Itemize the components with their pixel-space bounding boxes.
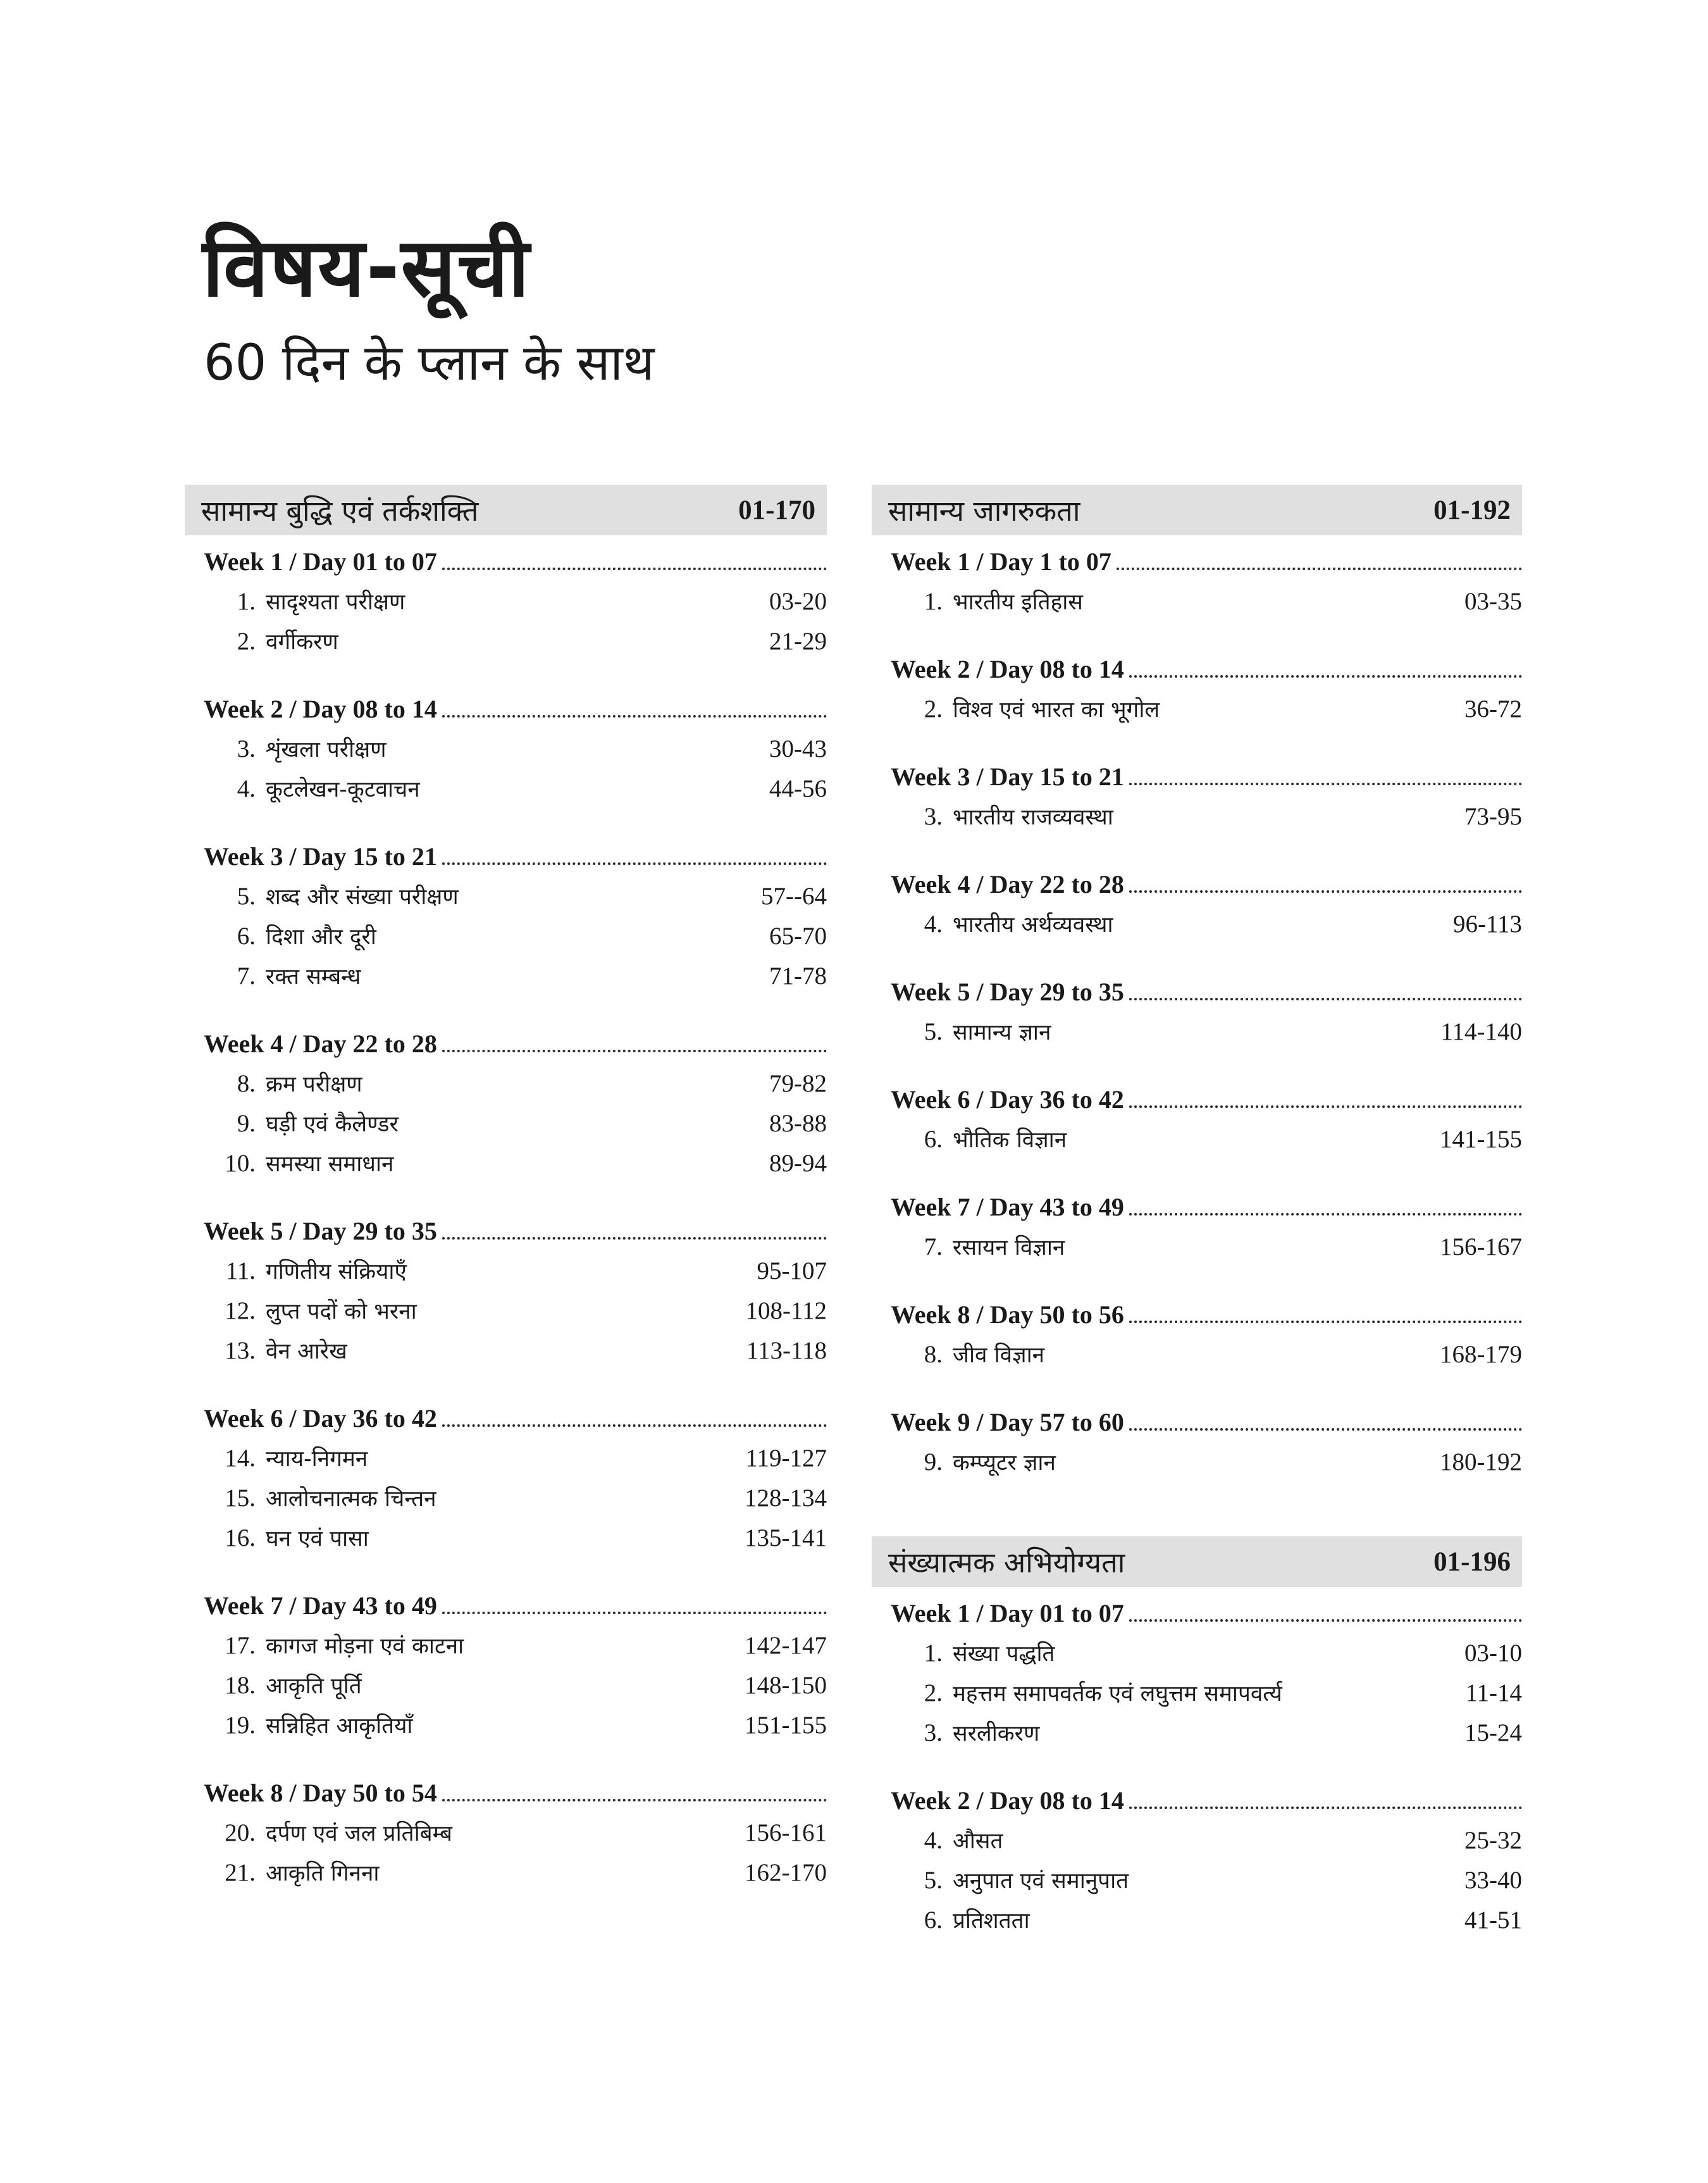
toc-entry	[185, 1631, 827, 1670]
toc-entry	[185, 1256, 827, 1296]
entry-pages: 73-95	[1464, 803, 1522, 830]
entry-title: गणितीय संक्रियाएँ	[266, 1259, 407, 1284]
week-label: Week 5 / Day 29 to 35	[891, 978, 1124, 1006]
entry-pages: 148-150	[745, 1672, 827, 1699]
entry-pages: 03-35	[1464, 588, 1522, 615]
section-header	[185, 485, 827, 535]
week-heading	[185, 1778, 827, 1818]
entry-number: 15.	[225, 1484, 256, 1512]
week-group	[185, 694, 827, 814]
section-page-range: 01-170	[738, 495, 815, 525]
week-group	[872, 869, 1522, 949]
week-label: Week 8 / Day 50 to 56	[891, 1300, 1124, 1329]
entry-title: घड़ी एवं कैलेण्डर	[266, 1112, 399, 1137]
entry-pages: 151-155	[745, 1712, 827, 1739]
entry-title: सादृश्यता परीक्षण	[266, 590, 405, 615]
entry-number: 11.	[225, 1257, 256, 1284]
toc-entry	[872, 1865, 1522, 1905]
week-label: Week 9 / Day 57 to 60	[891, 1408, 1124, 1436]
week-label: Week 3 / Day 15 to 21	[891, 762, 1124, 791]
week-label: Week 1 / Day 01 to 07	[204, 547, 437, 576]
toc-entry	[185, 1710, 827, 1750]
entry-number: 4.	[237, 775, 256, 802]
toc-entry	[185, 961, 827, 1001]
entry-number: 21.	[225, 1859, 256, 1886]
section-spacer	[872, 1515, 1522, 1536]
week-group	[872, 654, 1522, 734]
entry-pages: 114-140	[1440, 1018, 1522, 1045]
week-heading	[872, 869, 1522, 909]
entry-pages: 71-78	[769, 962, 827, 990]
toc-entry	[185, 1523, 827, 1563]
entry-title: न्याय-निगमन	[266, 1446, 368, 1472]
entry-pages: 128-134	[745, 1484, 827, 1512]
toc-entry	[872, 694, 1522, 734]
entry-title: महत्तम समापवर्तक एवं लघुत्तम समापवर्त्य	[953, 1681, 1282, 1707]
entry-title: दिशा और दूरी	[266, 924, 376, 950]
week-group	[185, 1591, 827, 1750]
entry-pages: 11-14	[1465, 1679, 1522, 1707]
week-heading	[872, 1786, 1522, 1825]
entry-title: लुप्त पदों को भरना	[266, 1299, 417, 1324]
toc-entry	[872, 1232, 1522, 1272]
section-title: सामान्य जागरुकता	[888, 494, 1080, 528]
week-heading	[185, 547, 827, 587]
entry-title: समस्या समाधान	[266, 1152, 394, 1177]
entry-pages: 57--64	[761, 883, 827, 910]
dot-leader	[442, 1612, 827, 1614]
week-group	[872, 1786, 1522, 1945]
week-group	[872, 1598, 1522, 1758]
week-heading	[872, 547, 1522, 587]
toc-entry	[872, 1017, 1522, 1057]
dot-leader	[1129, 1321, 1522, 1323]
toc-entry	[872, 802, 1522, 842]
entry-pages: 168-179	[1440, 1341, 1522, 1368]
page-subtitle: 60 दिन के प्लान के साथ	[204, 335, 655, 392]
dot-leader	[1129, 783, 1522, 785]
week-label: Week 4 / Day 22 to 28	[204, 1029, 437, 1058]
week-heading	[185, 842, 827, 881]
week-group	[185, 547, 827, 666]
section-page-range: 01-192	[1433, 495, 1511, 525]
page-title: विषय-सूची	[202, 221, 531, 315]
week-label: Week 1 / Day 01 to 07	[891, 1599, 1124, 1627]
toc-entry	[185, 626, 827, 666]
entry-number: 1.	[924, 588, 943, 615]
entry-title: वर्गीकरण	[266, 630, 338, 655]
dot-leader	[1129, 1428, 1522, 1431]
entry-title: प्रतिशतता	[953, 1908, 1030, 1934]
toc-entry	[185, 1443, 827, 1483]
section-header	[872, 1536, 1522, 1587]
entry-pages: 89-94	[769, 1150, 827, 1177]
week-group	[185, 1216, 827, 1376]
entry-title: वेन आरेख	[266, 1339, 347, 1364]
week-label: Week 4 / Day 22 to 28	[891, 870, 1124, 899]
entry-pages: 30-43	[769, 735, 827, 762]
entry-number: 4.	[924, 1827, 943, 1854]
dot-leader	[442, 1050, 827, 1052]
left-column	[185, 485, 827, 1925]
entry-title: जीव विज्ञान	[953, 1343, 1045, 1368]
entry-number: 3.	[924, 1719, 943, 1746]
entry-number: 13.	[225, 1337, 256, 1364]
week-label: Week 8 / Day 50 to 54	[204, 1779, 437, 1807]
entry-pages: 21-29	[769, 628, 827, 655]
entry-title: कूटलेखन-कूटवाचन	[266, 777, 420, 802]
entry-number: 5.	[924, 1018, 943, 1045]
entry-title: भौतिक विज्ञान	[953, 1128, 1067, 1153]
toc-entry	[185, 1109, 827, 1148]
entry-pages: 03-10	[1464, 1639, 1522, 1667]
dot-leader	[1129, 998, 1522, 1000]
dot-leader	[442, 1799, 827, 1801]
toc-entry	[185, 1336, 827, 1376]
entry-pages: 156-167	[1440, 1233, 1522, 1260]
section-body	[185, 535, 827, 1898]
entry-pages: 25-32	[1464, 1827, 1522, 1854]
week-group	[872, 1192, 1522, 1272]
entry-pages: 108-112	[745, 1297, 827, 1324]
entry-title: सरलीकरण	[953, 1721, 1040, 1746]
week-label: Week 1 / Day 1 to 07	[891, 547, 1111, 576]
week-heading	[872, 1085, 1522, 1124]
week-label: Week 7 / Day 43 to 49	[204, 1591, 437, 1620]
entry-pages: 36-72	[1464, 695, 1522, 723]
toc-entry	[185, 1483, 827, 1523]
entry-title: रसायन विज्ञान	[953, 1235, 1065, 1260]
entry-number: 6.	[924, 1906, 943, 1934]
entry-number: 9.	[237, 1110, 256, 1137]
entry-number: 16.	[225, 1524, 256, 1552]
week-label: Week 7 / Day 43 to 49	[891, 1193, 1124, 1221]
week-heading	[872, 1300, 1522, 1340]
week-group	[185, 1029, 827, 1188]
week-group	[872, 1085, 1522, 1164]
week-label: Week 5 / Day 29 to 35	[204, 1217, 437, 1245]
toc-entry	[872, 1718, 1522, 1758]
entry-number: 5.	[237, 883, 256, 910]
entry-number: 19.	[225, 1712, 256, 1739]
section-title: सामान्य बुद्धि एवं तर्कशक्ति	[201, 494, 479, 528]
week-label: Week 2 / Day 08 to 14	[891, 1786, 1124, 1815]
dot-leader	[442, 1424, 827, 1427]
entry-pages: 15-24	[1464, 1719, 1522, 1746]
entry-title: कम्प्यूटर ज्ञान	[953, 1450, 1056, 1476]
entry-title: रक्त सम्बन्ध	[266, 964, 361, 990]
entry-title: आकृति गिनना	[266, 1861, 380, 1886]
entry-number: 1.	[237, 588, 256, 615]
dot-leader	[442, 568, 827, 570]
entry-number: 8.	[237, 1070, 256, 1097]
toc-entry	[185, 921, 827, 961]
week-group	[185, 1403, 827, 1563]
entry-number: 7.	[924, 1233, 943, 1260]
entry-number: 6.	[237, 923, 256, 950]
week-group	[872, 762, 1522, 842]
toc-entry	[185, 774, 827, 814]
toc-entry	[185, 1670, 827, 1710]
entry-number: 18.	[225, 1672, 256, 1699]
entry-title: दर्पण एवं जल प्रतिबिम्ब	[266, 1821, 453, 1846]
entry-pages: 03-20	[769, 588, 827, 615]
entry-title: भारतीय राजव्यवस्था	[953, 805, 1113, 830]
entry-pages: 141-155	[1440, 1126, 1522, 1153]
week-label: Week 2 / Day 08 to 14	[891, 655, 1124, 683]
toc-entry	[872, 1905, 1522, 1945]
toc-entry	[185, 1858, 827, 1898]
entry-number: 12.	[225, 1297, 256, 1324]
entry-pages: 119-127	[745, 1445, 827, 1472]
week-heading	[185, 1403, 827, 1443]
week-heading	[185, 1029, 827, 1069]
entry-pages: 33-40	[1464, 1867, 1522, 1894]
dot-leader	[1129, 1213, 1522, 1216]
week-heading	[872, 1192, 1522, 1232]
entry-pages: 142-147	[745, 1632, 827, 1659]
week-label: Week 6 / Day 36 to 42	[204, 1404, 437, 1433]
dot-leader	[1129, 1807, 1522, 1809]
entry-title: भारतीय इतिहास	[953, 590, 1083, 615]
entry-title: घन एवं पासा	[266, 1526, 369, 1552]
entry-pages: 96-113	[1452, 911, 1522, 938]
section-header	[872, 485, 1522, 535]
entry-title: अनुपात एवं समानुपात	[953, 1869, 1129, 1894]
dot-leader	[442, 715, 827, 718]
entry-pages: 79-82	[769, 1070, 827, 1097]
entry-number: 3.	[924, 803, 943, 830]
section-title: संख्यात्मक अभियोग्यता	[888, 1545, 1125, 1579]
section-body	[872, 535, 1522, 1487]
toc-entry	[872, 909, 1522, 949]
week-group	[872, 1407, 1522, 1487]
entry-pages: 156-161	[745, 1819, 827, 1846]
entry-number: 1.	[924, 1639, 943, 1667]
toc-entry	[185, 1148, 827, 1188]
week-heading	[185, 1216, 827, 1256]
week-heading	[185, 1591, 827, 1631]
toc-entry	[185, 1069, 827, 1109]
dot-leader	[1129, 1105, 1522, 1108]
entry-number: 6.	[924, 1126, 943, 1153]
entry-title: आलोचनात्मक चिन्तन	[266, 1486, 436, 1512]
entry-pages: 180-192	[1440, 1448, 1522, 1476]
week-group	[872, 1300, 1522, 1379]
entry-pages: 95-107	[757, 1257, 827, 1284]
toc-section	[185, 485, 827, 1898]
entry-number: 7.	[237, 962, 256, 990]
entry-title: शब्द और संख्या परीक्षण	[266, 885, 459, 910]
week-heading	[872, 654, 1522, 694]
entry-title: सन्निहित आकृतियाँ	[266, 1713, 413, 1739]
week-label: Week 2 / Day 08 to 14	[204, 695, 437, 723]
dot-leader	[442, 1237, 827, 1240]
entry-title: विश्व एवं भारत का भूगोल	[953, 697, 1160, 723]
toc-entry	[872, 1825, 1522, 1865]
toc-entry	[185, 1818, 827, 1858]
entry-number: 4.	[924, 911, 943, 938]
entry-title: भारतीय अर्थव्यवस्था	[953, 912, 1113, 938]
week-group	[872, 977, 1522, 1057]
entry-pages: 65-70	[769, 923, 827, 950]
week-label: Week 3 / Day 15 to 21	[204, 842, 437, 871]
week-heading	[872, 977, 1522, 1017]
entry-title: औसत	[953, 1829, 1003, 1854]
toc-section	[872, 1536, 1522, 1945]
dot-leader	[1129, 1619, 1522, 1622]
entry-number: 2.	[924, 1679, 943, 1707]
dot-leader	[442, 862, 827, 865]
entry-pages: 44-56	[769, 775, 827, 802]
week-heading	[872, 762, 1522, 802]
entry-number: 17.	[225, 1632, 256, 1659]
week-group	[185, 842, 827, 1001]
toc-section	[872, 485, 1522, 1487]
entry-number: 2.	[924, 695, 943, 723]
week-label: Week 6 / Day 36 to 42	[891, 1085, 1124, 1114]
entry-pages: 135-141	[745, 1524, 827, 1552]
dot-leader	[1129, 675, 1522, 678]
toc-entry	[185, 881, 827, 921]
toc-entry	[872, 1678, 1522, 1718]
entry-number: 14.	[225, 1445, 256, 1472]
week-heading	[872, 1407, 1522, 1447]
entry-title: सामान्य ज्ञान	[953, 1020, 1051, 1045]
entry-pages: 162-170	[745, 1859, 827, 1886]
entry-number: 10.	[225, 1150, 256, 1177]
entry-title: शृंखला परीक्षण	[266, 737, 387, 762]
entry-number: 8.	[924, 1341, 943, 1368]
dot-leader	[1129, 890, 1522, 893]
toc-entry	[872, 1638, 1522, 1678]
toc-entry	[185, 587, 827, 626]
toc-entry	[872, 587, 1522, 626]
toc-entry	[872, 1124, 1522, 1164]
week-heading	[872, 1598, 1522, 1638]
entry-number: 9.	[924, 1448, 943, 1476]
week-heading	[185, 694, 827, 734]
entry-number: 5.	[924, 1867, 943, 1894]
entry-number: 2.	[237, 628, 256, 655]
entry-title: क्रम परीक्षण	[266, 1072, 362, 1097]
entry-pages: 113-118	[746, 1337, 827, 1364]
right-column	[872, 485, 1522, 1973]
week-group	[185, 1778, 827, 1898]
section-body	[872, 1587, 1522, 1945]
toc-entry	[872, 1447, 1522, 1487]
entry-number: 20.	[225, 1819, 256, 1846]
toc-entry	[872, 1340, 1522, 1379]
dot-leader	[1117, 568, 1522, 570]
toc-entry	[185, 1296, 827, 1336]
entry-pages: 41-51	[1464, 1906, 1522, 1934]
entry-title: संख्या पद्धति	[953, 1641, 1055, 1667]
week-group	[872, 547, 1522, 626]
entry-title: कागज मोड़ना एवं काटना	[266, 1634, 464, 1659]
section-page-range: 01-196	[1433, 1546, 1511, 1577]
entry-number: 3.	[237, 735, 256, 762]
entry-pages: 83-88	[769, 1110, 827, 1137]
toc-entry	[185, 734, 827, 774]
entry-title: आकृति पूर्ति	[266, 1674, 362, 1699]
